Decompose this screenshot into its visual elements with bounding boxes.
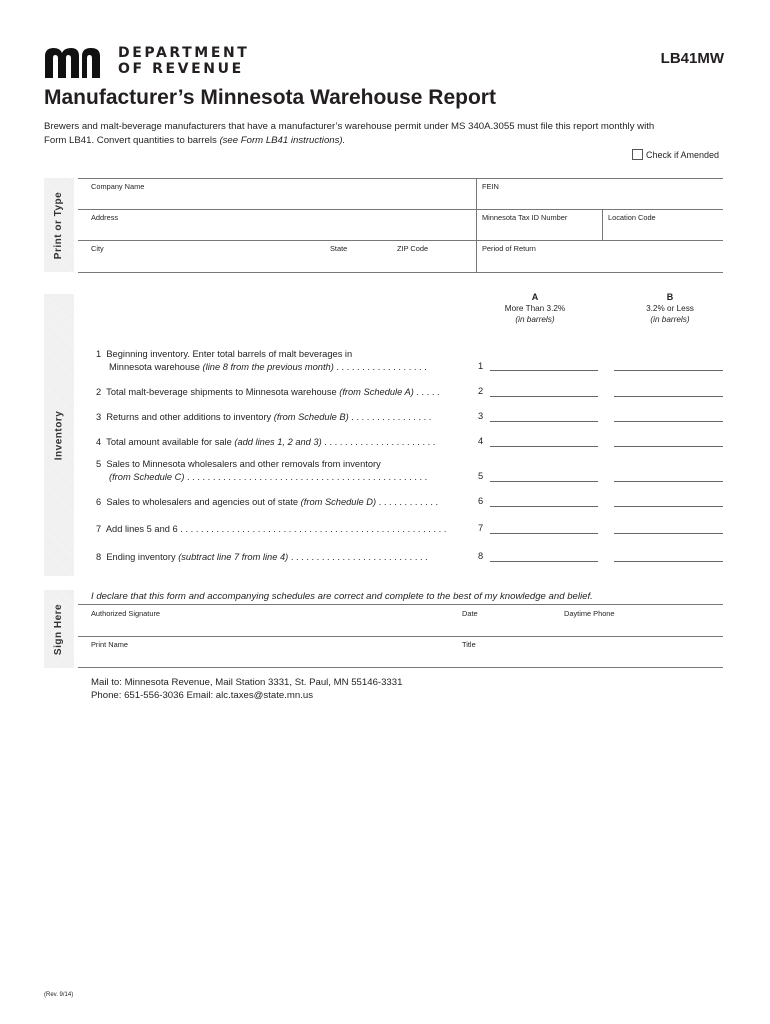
department-name: DEPARTMENT OF REVENUE <box>118 45 250 77</box>
fein-field[interactable]: FEIN <box>482 182 499 191</box>
print-name-field[interactable]: Print Name <box>91 640 128 649</box>
line-7-col-a-input[interactable] <box>490 533 598 534</box>
amended-label: Check if Amended <box>646 149 720 160</box>
form-number: LB41MW <box>660 50 724 67</box>
rule <box>78 667 723 668</box>
line-3-col-a-input[interactable] <box>490 421 598 422</box>
line-5: 5 Sales to Minnesota wholesalers and other removals from inventory (from Schedule C) . . . . . . . . . . . . . . . . . . . . . . . . . . . . . . . . . . . . . . . . . . . . . . . <box>96 459 428 482</box>
declaration-text: I declare that this form and accompanying schedules are correct and complete to the best of my knowledge and belief. <box>91 591 593 602</box>
rule <box>78 178 723 179</box>
rule <box>78 604 723 605</box>
revision-label: (Rev. 9/14) <box>44 992 74 998</box>
line-7-col-b-input[interactable] <box>614 533 723 534</box>
line-2: 2 Total malt-beverage shipments to Minnesota warehouse (from Schedule A) . . . . . <box>96 387 440 397</box>
line-2-col-b-input[interactable] <box>614 396 723 397</box>
location-code-field[interactable]: Location Code <box>608 213 656 222</box>
line-8-col-b-input[interactable] <box>614 561 723 562</box>
line-1-ref: 1 <box>478 361 484 371</box>
page-title: Manufacturer’s Minnesota Warehouse Report <box>44 86 496 109</box>
intro-text: Brewers and malt-beverage manufacturers that have a manufacturer’s warehouse permit under MS 340A.3055 must file this report monthly with Form LB41. Convert quantities to barrels (see Form LB41 instructions). <box>44 121 655 146</box>
rule <box>78 272 723 273</box>
checkbox-icon[interactable] <box>632 149 643 160</box>
line-6: 6 Sales to wholesalers and agencies out of state (from Schedule D) . . . . . . . . . . . . <box>96 497 439 507</box>
rule <box>78 240 723 241</box>
sidebar-print-or-type: Print or Type <box>44 178 74 272</box>
line-7-ref: 7 <box>478 523 484 533</box>
city-field[interactable]: City <box>91 244 104 253</box>
line-4: 4 Total amount available for sale (add lines 1, 2 and 3) . . . . . . . . . . . . . . . . . . . . . . <box>96 437 436 447</box>
line-3-col-b-input[interactable] <box>614 421 723 422</box>
line-2-ref: 2 <box>478 386 484 396</box>
authorized-signature-field[interactable]: Authorized Signature <box>91 609 161 618</box>
line-1: 1 Beginning inventory. Enter total barrels of malt beverages in Minnesota warehouse (line 8 from the previous month) . . . . . . . . . . . . . . . . . . <box>96 349 427 372</box>
line-1-col-b-input[interactable] <box>614 370 723 371</box>
date-field[interactable]: Date <box>462 609 478 618</box>
line-6-col-a-input[interactable] <box>490 506 598 507</box>
rule <box>78 209 723 210</box>
tax-id-field[interactable]: Minnesota Tax ID Number <box>482 213 568 222</box>
mn-logo <box>45 48 107 78</box>
line-2-col-a-input[interactable] <box>490 396 598 397</box>
line-6-col-b-input[interactable] <box>614 506 723 507</box>
line-3-ref: 3 <box>478 411 484 421</box>
column-b-header: B 3.2% or Less (in barrels) <box>646 292 694 324</box>
daytime-phone-field[interactable]: Daytime Phone <box>564 609 615 618</box>
line-6-ref: 6 <box>478 496 484 506</box>
state-field[interactable]: State <box>330 244 348 253</box>
amended-checkbox[interactable] <box>632 149 719 160</box>
line-5-col-b-input[interactable] <box>614 481 723 482</box>
line-1-col-a-input[interactable] <box>490 370 598 371</box>
title-field[interactable]: Title <box>462 640 476 649</box>
line-5-ref: 5 <box>478 471 484 481</box>
sidebar-sign-here: Sign Here <box>44 590 74 668</box>
mailing-address: Mail to: Minnesota Revenue, Mail Station 3331, St. Paul, MN 55146-3331 Phone: 651-556-3036 Email: alc.taxes@state.mn.us <box>91 677 403 701</box>
address-field[interactable]: Address <box>91 213 119 222</box>
line-7: 7 Add lines 5 and 6 . . . . . . . . . . . . . . . . . . . . . . . . . . . . . . . . . . . . . . . . . . . . . . . . . . . . <box>96 524 447 534</box>
rule <box>476 178 477 272</box>
line-4-col-b-input[interactable] <box>614 446 723 447</box>
zip-field[interactable]: ZIP Code <box>397 244 429 253</box>
line-5-col-a-input[interactable] <box>490 481 598 482</box>
column-a-header: A More Than 3.2% (in barrels) <box>504 292 566 324</box>
sidebar-inventory: Inventory <box>44 294 74 576</box>
line-8: 8 Ending inventory (subtract line 7 from line 4) . . . . . . . . . . . . . . . . . . . . . . . . . . . <box>96 552 428 562</box>
line-4-ref: 4 <box>478 436 484 446</box>
line-4-col-a-input[interactable] <box>490 446 598 447</box>
line-8-col-a-input[interactable] <box>490 561 598 562</box>
period-field[interactable]: Period of Return <box>482 244 536 253</box>
company-name-field[interactable]: Company Name <box>91 182 145 191</box>
rule <box>78 636 723 637</box>
line-3: 3 Returns and other additions to inventory (from Schedule B) . . . . . . . . . . . . . . . . <box>96 412 432 422</box>
line-8-ref: 8 <box>478 551 484 561</box>
rule <box>602 209 603 240</box>
